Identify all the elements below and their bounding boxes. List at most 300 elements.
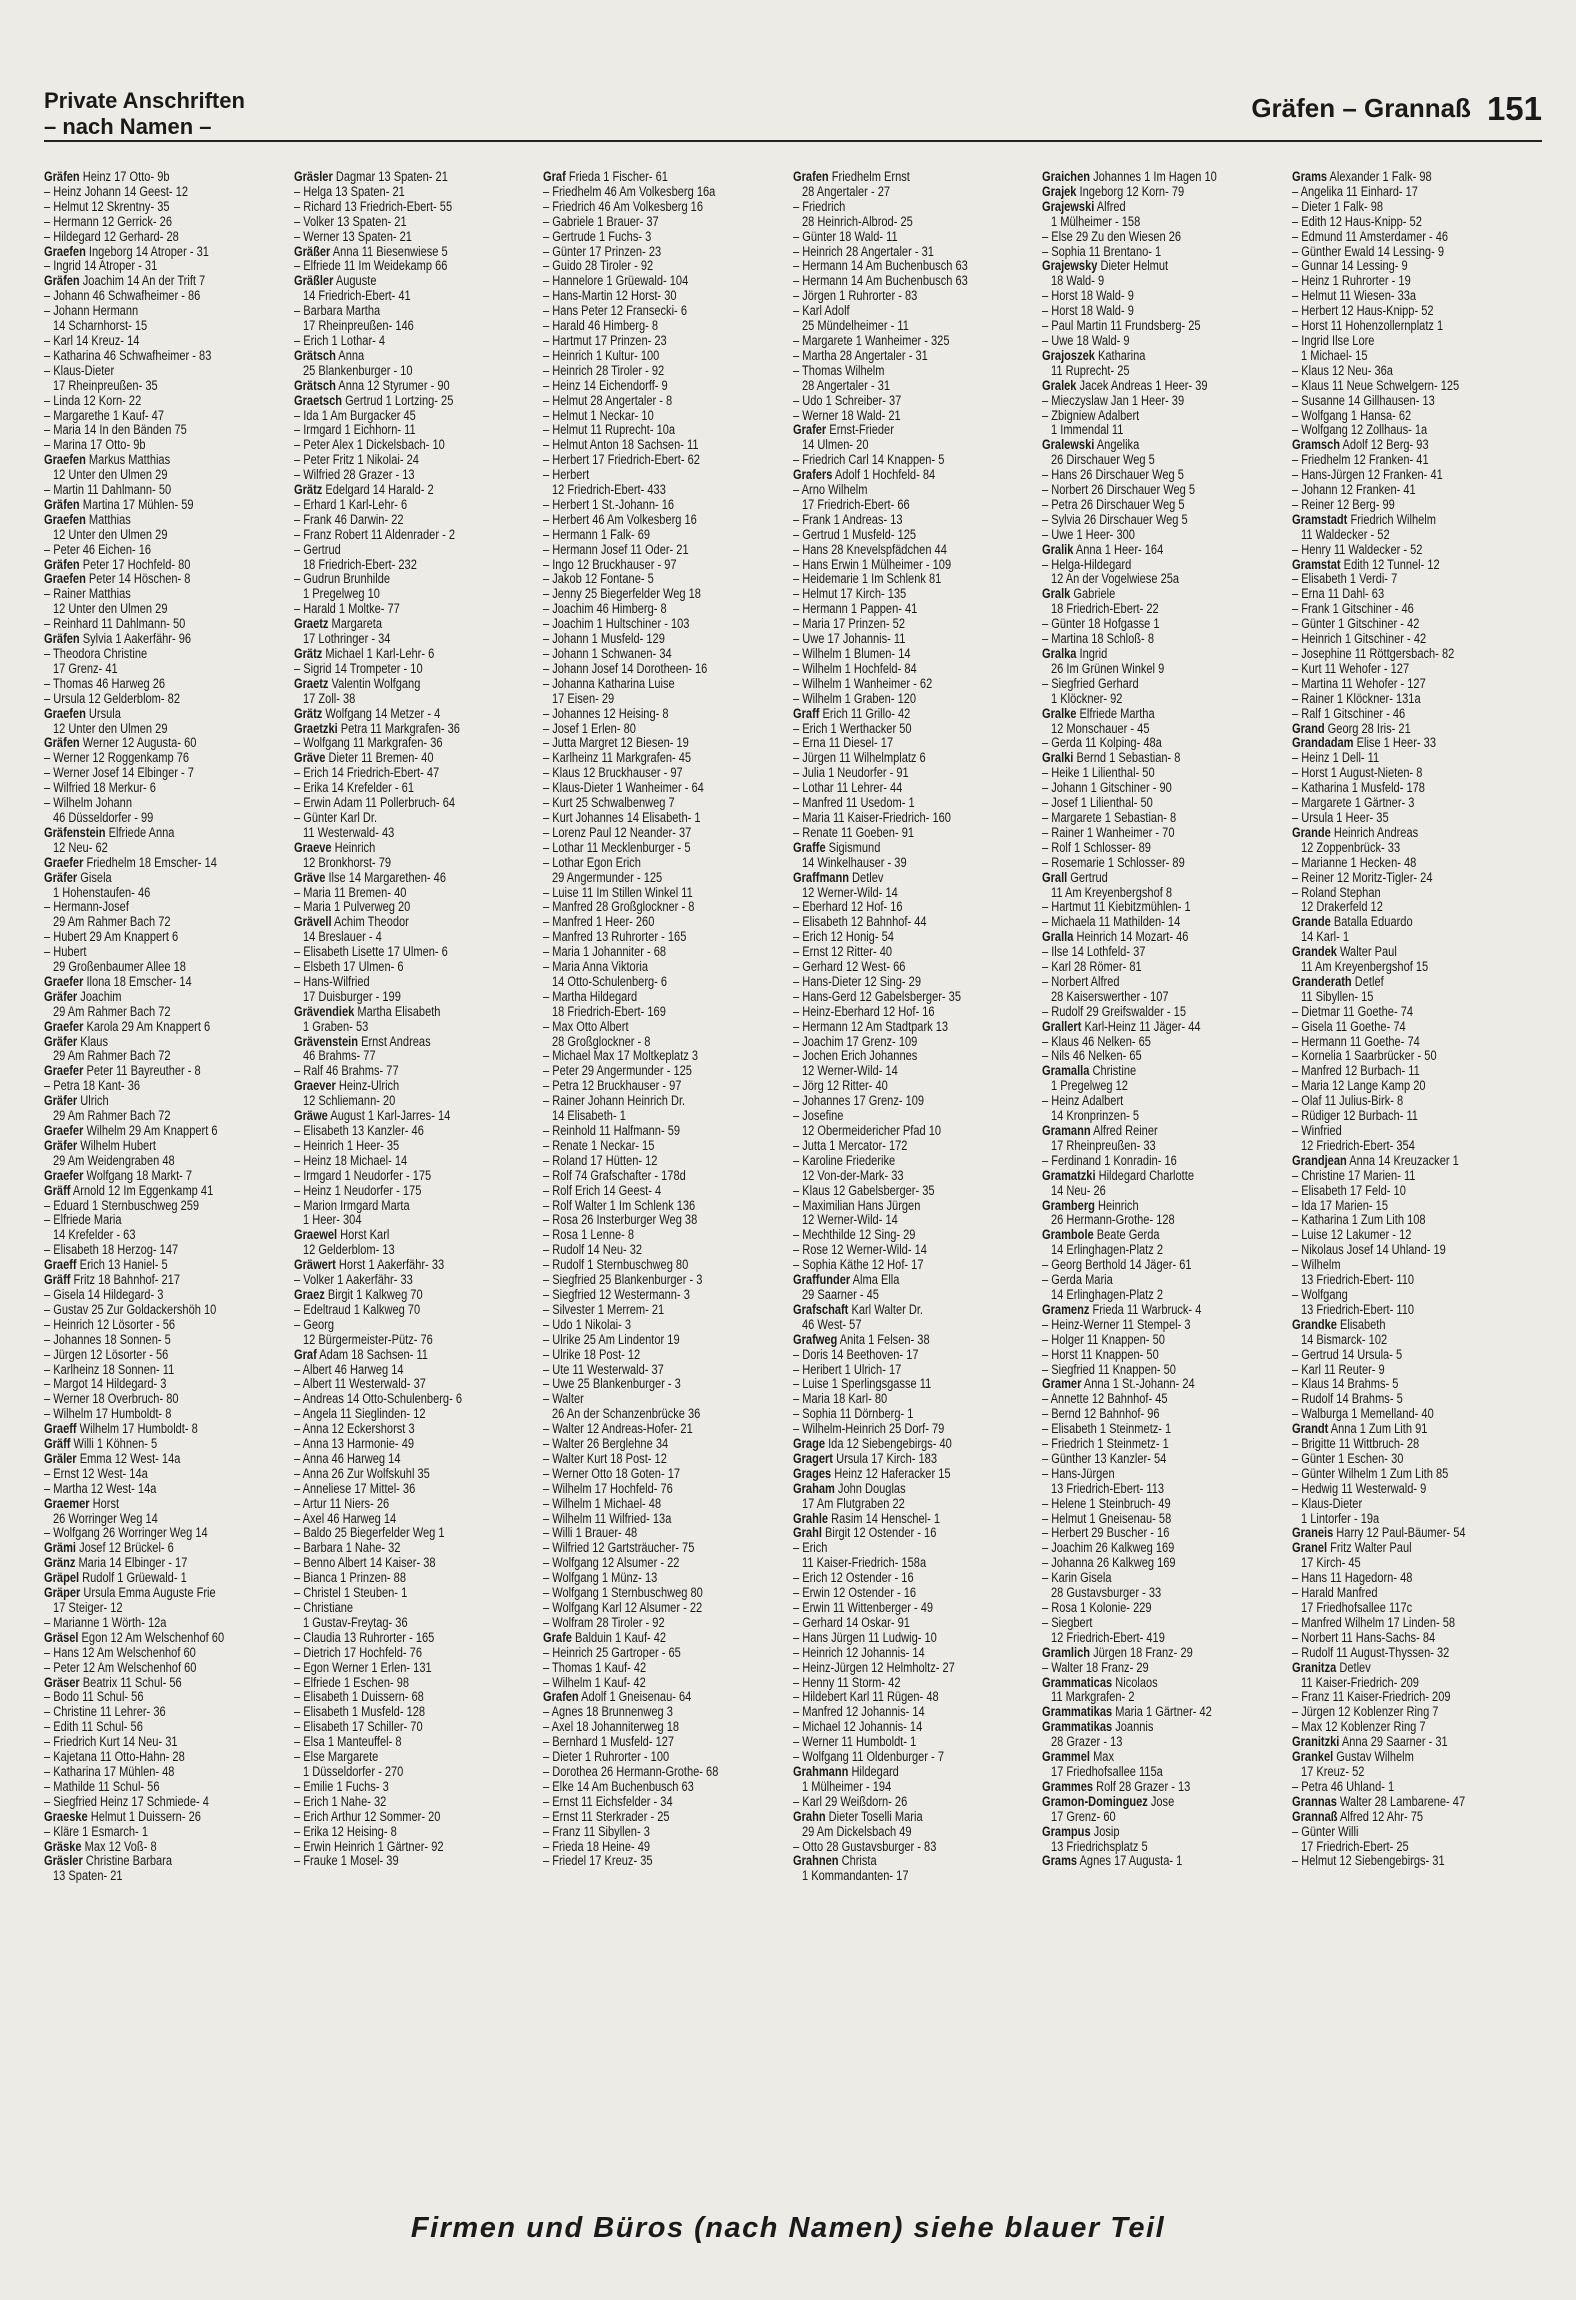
entry-continuation: 17 Lothringer - 34 [302,631,391,647]
entry-line: – Walter Kurt 18 Post- 12 [543,1450,668,1466]
entry-continuation: 11 Waldecker - 52 [1300,526,1390,542]
entry-line: Grams Agnes 17 Augusta- 1 [1042,1853,1183,1869]
entry-line: – Ute 11 Westerwald- 37 [543,1361,664,1377]
entry-line: – Ralf 1 Gitschiner - 46 [1291,705,1406,721]
header-rule [44,140,1542,142]
entry-line: – Renate 1 Neckar- 15 [543,1137,655,1153]
entry-line: – Ingo 12 Bruckhauser - 97 [543,556,677,572]
entry-line: – Günter 18 Hofgasse 1 [1042,616,1160,632]
entry-line: Graham John Douglas [792,1480,906,1496]
entry-line: Graffunder Alma Ella [792,1272,900,1288]
entry-line: – Wilhelm 17 Humboldt- 8 [44,1406,172,1422]
entry-line: – Nils 46 Nelken- 65 [1042,1048,1143,1064]
entry-line: Graichen Johannes 1 Im Hagen 10 [1042,170,1218,184]
entry-line: – Hannelore 1 Grüewald- 104 [543,273,689,289]
entry-line: – Luise 11 Im Stillen Winkel 11 [543,884,693,900]
entry-line: – Heinz 1 Neudorfer - 175 [293,1182,421,1198]
entry-line: – Heinz Adalbert [1042,1093,1124,1109]
entry-line: Gralewski Angelika [1042,437,1140,453]
entry-line: Gräwert Horst 1 Aakerfähr- 33 [293,1257,444,1273]
entry-line: Gräff Fritz 18 Bahnhof- 217 [44,1272,180,1288]
entry-line: – Erwin Heinrich 1 Gärtner- 92 [293,1838,444,1854]
entry-line: – Hartmut 17 Prinzen- 23 [543,332,667,348]
entry-line: – Horst 18 Wald- 9 [1042,288,1135,304]
entry-line: – Rudolf 14 Brahms- 5 [1291,1391,1403,1407]
entry-line: – Hans Erwin 1 Mülheimer - 109 [792,556,951,572]
entry-line: – Elisabeth 13 Kanzler- 46 [293,1123,424,1138]
entry-line: – Wilhelm 17 Hochfeld- 76 [543,1480,674,1496]
entry-line: – Elfriede 11 Im Weidekamp 66 [293,258,448,274]
entry-line: – Rolf 1 Schlosser- 89 [1042,839,1152,855]
entry-continuation: 46 Düsseldorfer - 99 [53,809,154,825]
entry-line: – Maria Anna Viktoria [543,959,649,975]
entry-line: – Michaela 11 Mathilden- 14 [1042,914,1181,930]
entry-line: – Günther 13 Kanzler- 54 [1042,1450,1167,1466]
entry-line: – Werner 18 Overbruch- 80 [44,1391,179,1407]
entry-line: – Maria 1 Johanniter - 68 [543,944,667,960]
entry-line: – Axel 18 Johanniterweg 18 [543,1719,680,1735]
entry-line: – Mechthilde 12 Sing- 29 [792,1227,916,1243]
entry-line: – Hans-Martin 12 Horst- 30 [543,288,677,304]
entry-line: – Wilhelm 1 Blumen- 14 [792,646,911,661]
entry-line: – Werner 13 Spaten- 21 [293,228,412,244]
entry-line: – Heinz Johann 14 Geest- 12 [44,183,189,199]
entry-line: – Baldo 25 Biegerfelder Weg 1 [293,1525,445,1541]
entry-line: Grannaß Alfred 12 Ahr- 75 [1291,1808,1424,1824]
entry-line: – Gerda 11 Kolping- 48a [1042,735,1163,751]
entry-line: – Gertrud 14 Ursula- 5 [1291,1346,1403,1362]
entry-continuation: 29 Großenbaumer Allee 18 [53,959,186,975]
entry-line: – Kajetana 11 Otto-Hahn- 28 [44,1749,185,1765]
entry-continuation: 12 Friedrich-Ebert- 419 [1051,1629,1166,1645]
entry-line: – Heinrich 12 Johannis- 14 [792,1644,925,1660]
entry-line: – Heinz-Werner 11 Stempel- 3 [1042,1316,1191,1332]
entry-line: – Zbigniew Adalbert [1042,407,1140,423]
page-number: 151 [1486,90,1542,127]
entry-line: – Heinrich 12 Lösorter - 56 [44,1316,176,1332]
entry-line: Grafschaft Karl Walter Dr. [792,1301,923,1317]
entry-line: Gräpel Rudolf 1 Grüewald- 1 [44,1570,187,1586]
entry-line: – Ernst 12 West- 14a [44,1465,148,1481]
entry-line: – Dieter 1 Ruhrorter - 100 [543,1749,670,1765]
entry-line: – Thomas 46 Harweg 26 [44,675,166,691]
entry-line: – Hermann 14 Am Buchenbusch 63 [792,273,968,289]
entry-line: – Manfred Wilhelm 17 Linden- 58 [1291,1614,1456,1630]
entry-line: – Günter Willi [1291,1823,1359,1839]
entry-line: – Martina 11 Wehofer - 127 [1291,675,1426,691]
entry-continuation: 26 Im Grünen Winkel 9 [1051,660,1165,676]
entry-line: – Johann 1 Schwanen- 34 [543,646,672,661]
entry-line: – Christine 17 Marien- 11 [1291,1167,1416,1183]
entry-line: – Rolf Erich 14 Geest- 4 [543,1182,662,1198]
entry-line: – Erhard 1 Karl-Lehr- 6 [293,496,407,512]
entry-continuation: 14 Otto-Schulenberg- 6 [552,973,668,989]
entry-line: Gräwe August 1 Karl-Jarres- 14 [293,1108,450,1124]
entry-continuation: 25 Mündelheimer - 11 [801,318,909,334]
entry-line: – Johann 1 Gitschiner - 90 [1042,780,1173,796]
entry-line: – Hans-Wilfried [293,973,370,989]
entry-line: – Mieczyslaw Jan 1 Heer- 39 [1042,392,1185,408]
entry-line: – Johannes 18 Sonnen- 5 [44,1331,171,1347]
entry-line: Grävenstein Ernst Andreas [293,1033,431,1049]
entry-continuation: 11 Am Kreyenbergshof 8 [1051,884,1173,900]
entry-line: – Lothar 11 Lehrer- 44 [792,780,903,796]
entry-continuation: 14 Erlinghagen-Platz 2 [1051,1242,1164,1258]
entry-line: – Lothar Egon Erich [543,854,642,870]
entry-line: Gralka Ingrid [1042,646,1108,661]
entry-line: – Manfred 1 Heer- 260 [543,914,655,930]
entry-line: – Eduard 1 Sternbuschweg 259 [44,1197,200,1213]
entry-line: – Ulrike 25 Am Lindentor 19 [543,1331,680,1347]
entry-line: – Günther Ewald 14 Lessing- 9 [1291,243,1444,259]
entry-line: – Rainer Johann Heinrich Dr. [543,1093,686,1109]
entry-line: – Margot 14 Hildegard- 3 [44,1376,167,1392]
column-1 [44,170,294,2195]
entry-line: Grajoszek Katharina [1042,347,1146,363]
entry-line: – Wilhelm 1 Michael- 48 [543,1495,662,1511]
entry-line: Graefer Friedhelm 18 Emscher- 14 [44,854,217,870]
entry-continuation: 12 An der Vogelwiese 25a [1051,571,1180,587]
entry-continuation: 1 Heer- 304 [302,1212,362,1228]
entry-line: – Klaus 12 Gabelsberger- 35 [792,1182,935,1198]
entry-line: Graefen Peter 14 Höschen- 8 [44,571,191,587]
entry-line: – Erich [792,1540,828,1556]
entry-line: – Martha 28 Angertaler - 31 [792,347,928,363]
entry-line: – Katharina 46 Schwafheimer - 83 [44,347,212,363]
entry-line: – Walter [543,1391,584,1407]
entry-line: – Günter 18 Wald- 11 [792,228,898,244]
entry-line: – Siegfried 25 Blankenburger - 3 [543,1272,703,1288]
entry-line: – Karl 14 Kreuz- 14 [44,332,140,348]
entry-continuation: 17 Rheinpreußen- 33 [1051,1137,1157,1153]
entry-line: – Peter Fritz 1 Nikolai- 24 [293,452,419,468]
entry-line: – Anna 13 Harmonie- 49 [293,1436,414,1452]
entry-continuation: 46 Brahms- 77 [302,1048,376,1064]
entry-line: – Norbert 11 Hans-Sachs- 84 [1291,1629,1436,1645]
entry-line: – Martha 12 West- 14a [44,1480,157,1496]
entry-continuation: 28 Angertaler - 31 [801,377,890,393]
entry-line: Gralke Elfriede Martha [1042,705,1155,721]
entry-line: – Rose 12 Werner-Wild- 14 [792,1242,927,1258]
entry-line: – Wilhelm [1291,1257,1341,1273]
entry-line: – Ferdinand 1 Konradin- 16 [1042,1152,1178,1168]
entry-line: Grahle Rasim 14 Henschel- 1 [792,1510,940,1526]
entry-continuation: 12 Werner-Wild- 14 [801,884,898,900]
entry-line: – Reinhold 11 Halfmann- 59 [543,1123,681,1138]
entry-line: Graetz Valentin Wolfgang [293,675,420,691]
entry-line: – Heinrich 28 Tiroler - 92 [543,362,665,378]
entry-line: Gralek Jacek Andreas 1 Heer- 39 [1042,377,1208,393]
entry-continuation: 28 Angertaler - 27 [801,183,890,199]
entry-line: – Katharina 1 Zum Lith 108 [1291,1212,1426,1228]
entry-line: Gräfer Joachim [44,988,122,1004]
column-5 [1042,170,1292,2195]
entry-line: – Gisela 11 Goethe- 74 [1291,1018,1406,1034]
entry-line: – Ernst 11 Sterkrader - 25 [543,1808,670,1824]
entry-continuation: 14 Ulmen- 20 [801,437,869,453]
entry-line: – Günter Wilhelm 1 Zum Lith 85 [1291,1465,1449,1481]
entry-line: – Elisabeth 1 Duissern- 68 [293,1689,424,1705]
entry-line: – Thomas Wilhelm [792,362,885,378]
entry-line: – Werner 12 Roggenkamp 76 [44,750,190,766]
entry-line: Granitza Detlev [1291,1659,1371,1675]
entry-line: Graemer Horst [44,1495,120,1511]
entry-line: – Horst 18 Wald- 9 [1042,303,1135,319]
entry-line: Gräfer Klaus [44,1033,109,1049]
entry-line: – Gunnar 14 Lessing- 9 [1291,258,1408,274]
entry-line: – Barbara 1 Nahe- 32 [293,1540,401,1556]
entry-line: Graefer Ilona 18 Emscher- 14 [44,973,192,989]
entry-line: – Johannes 12 Heising- 8 [543,705,669,721]
entry-line: – Hermann Josef 11 Oder- 21 [543,541,689,557]
entry-line: Gramatzki Hildegard Charlotte [1042,1167,1195,1183]
entry-line: – Elisabeth 1 Musfeld- 128 [293,1704,425,1720]
entry-line: – Wilhelm 1 Kauf- 42 [543,1674,646,1690]
entry-continuation: 11 Kaiser-Friedrich- 209 [1300,1674,1419,1690]
entry-line: Graetzki Petra 11 Markgrafen- 36 [293,720,460,736]
entry-line: – Margarete 1 Gärtner- 3 [1291,795,1415,811]
entry-line: – Klaus 12 Bruckhauser - 97 [543,765,683,781]
entry-continuation: 1 Lintorfer - 19a [1300,1510,1380,1526]
entry-line: – Wolfram 28 Tiroler - 92 [543,1614,665,1630]
entry-line: – Heribert 1 Ulrich- 17 [792,1361,902,1377]
entry-line: – Ernst 11 Eichsfelder - 34 [543,1793,673,1809]
entry-line: – Karin Gisela [1042,1570,1112,1586]
entry-line: – Walter 18 Franz- 29 [1042,1659,1150,1675]
entry-line: Graeff Erich 13 Haniel- 5 [44,1257,168,1273]
entry-line: – Hans 12 Am Welschenhof 60 [44,1644,196,1660]
entry-line: Gräfen Joachim 14 An der Trift 7 [44,273,206,289]
entry-line: Graffe Sigismund [792,839,881,855]
entry-line: – Katharina 17 Mühlen- 48 [44,1763,175,1779]
entry-line: Gramenz Frieda 11 Warbruck- 4 [1042,1301,1202,1317]
entry-line: Gräfer Ulrich [44,1093,109,1109]
entry-continuation: 12 Von-der-Mark- 33 [801,1167,904,1183]
entry-line: – Manfred 12 Burbach- 11 [1291,1063,1420,1079]
entry-line: – Heike 1 Lilienthal- 50 [1042,765,1155,781]
entry-line: Gralik Anna 1 Heer- 164 [1042,541,1164,557]
entry-line: Graff Erich 11 Grillo- 42 [792,705,911,721]
entry-continuation: 11 Westerwald- 43 [302,824,394,840]
entry-line: – Dietmar 11 Goethe- 74 [1291,1003,1413,1019]
entry-continuation: 12 Zoppenbrück- 33 [1300,839,1401,855]
entry-line: – Rolf Walter 1 Im Schlenk 136 [543,1197,696,1213]
entry-continuation: 29 Am Rahmer Bach 72 [53,914,171,930]
header-left-line2: – nach Namen – [44,114,212,139]
entry-line: – Margarete 1 Wanheimer - 325 [792,332,950,348]
column-4 [793,170,1043,2195]
entry-line: – Günter Karl Dr. [293,809,377,825]
entry-line: Gräff Arnold 12 Im Eggenkamp 41 [44,1182,214,1198]
entry-line: – Elisabeth 12 Bahnhof- 44 [792,914,927,930]
entry-line: – Marion Irmgard Marta [293,1197,410,1213]
entry-continuation: 29 Am Rahmer Bach 72 [53,1048,171,1064]
entry-line: – Wolfgang 12 Alsumer - 22 [543,1555,680,1571]
entry-line: – Jenny 25 Biegerfelder Weg 18 [543,586,702,602]
entry-continuation: 25 Blankenburger - 10 [302,362,413,378]
entry-continuation: 17 Grenz- 60 [1051,1808,1117,1824]
entry-line: Gramberg Heinrich [1042,1197,1139,1213]
entry-line: Gräfen Martina 17 Mühlen- 59 [44,496,194,512]
entry-line: – Jürgen 11 Wilhelmplatz 6 [792,750,926,766]
entry-line: – Henny 11 Storm- 42 [792,1674,901,1690]
entry-line: – Günter 17 Prinzen- 23 [543,243,662,259]
entry-line: – Rosa 26 Insterburger Weg 38 [543,1212,698,1228]
entry-continuation: 13 Friedrichsplatz 5 [1051,1838,1149,1854]
entry-continuation: 12 Bürgermeister-Pütz- 76 [302,1331,433,1347]
entry-continuation: 1 Klöckner- 92 [1051,690,1123,706]
entry-line: – Bodo 11 Schul- 56 [44,1689,144,1705]
entry-line: – Rudolf 1 Sternbuschweg 80 [543,1257,689,1273]
entry-line: – Erika 12 Heising- 8 [293,1823,397,1839]
entry-continuation: 17 Kreuz- 52 [1300,1763,1365,1779]
entry-line: – Heinz 14 Eichendorff- 9 [543,377,668,393]
entry-line: – Hedwig 11 Westerwald- 9 [1291,1480,1427,1496]
entry-line: – Josef 1 Erlen- 80 [543,720,637,736]
entry-line: – Heinz-Eberhard 12 Hof- 16 [792,1003,935,1019]
entry-line: – Hermann 1 Falk- 69 [543,526,651,542]
entry-continuation: 14 Friedrich-Ebert- 41 [302,288,411,304]
entry-line: – Reinhard 11 Dahlmann- 50 [44,616,186,632]
entry-line: Graefer Wilhelm 29 Am Knappert 6 [44,1123,218,1138]
entry-line: – Peter 46 Eichen- 16 [44,541,152,557]
entry-line: – Hans Jürgen 11 Ludwig- 10 [792,1629,937,1645]
entry-line: Grandjean Anna 14 Kreuzacker 1 [1291,1152,1459,1168]
entry-line: – Artur 11 Niers- 26 [293,1495,389,1511]
entry-line: – Jürgen 12 Lösorter - 56 [44,1346,169,1362]
entry-line: Gräfer Gisela [44,869,112,885]
entry-line: – Ursula 12 Gelderblom- 82 [44,690,180,706]
entry-line: – Maximilian Hans Jürgen [792,1197,921,1213]
entry-line: Gräfenstein Elfriede Anna [44,824,175,840]
entry-line: – Siegfried 12 Westermann- 3 [543,1286,691,1302]
entry-line: – Otto 28 Gustavsburger - 83 [792,1838,937,1854]
entry-line: Gränz Maria 14 Elbinger - 17 [44,1555,188,1571]
entry-line: – Frank 46 Darwin- 22 [293,511,404,527]
entry-line: – Julia 1 Neudorfer - 91 [792,765,909,781]
entry-line: – Heinrich 1 Gitschiner - 42 [1291,631,1427,647]
entry-line: Grafen Friedhelm Ernst [792,170,910,184]
entry-line: Graeve Heinrich [293,839,375,855]
entry-line: – Bernhard 1 Musfeld- 127 [543,1734,675,1750]
entry-line: Gräfen Peter 17 Hochfeld- 80 [44,556,191,572]
entry-line: – Rainer 1 Klöckner- 131a [1291,690,1421,706]
entry-line: – Elfriede 1 Eschen- 98 [293,1674,409,1690]
entry-line: Graf Adam 18 Sachsen- 11 [293,1346,428,1362]
entry-line: – Albert 11 Westerwald- 37 [293,1376,426,1392]
entry-line: Grammel Max [1042,1749,1115,1765]
entry-continuation: 17 Eisen- 29 [552,690,615,706]
entry-continuation: 11 Kaiser-Friedrich- 158a [801,1555,926,1571]
entry-line: – Rudolf 29 Greifswalder - 15 [1042,1003,1187,1019]
entry-line: Graffmann Detlev [792,869,884,885]
entry-line: – Friedrich Kurt 14 Neu- 31 [44,1734,178,1750]
entry-continuation: 17 Kirch- 45 [1300,1555,1361,1571]
entry-line: Grams Alexander 1 Falk- 98 [1291,170,1432,184]
entry-continuation: 1 Pregelweg 12 [1051,1078,1129,1094]
entry-line: Grahmann Hildegard [792,1763,899,1779]
entry-line: – Heinz 1 Ruhrorter - 19 [1291,273,1411,289]
entry-line: – Josephine 11 Röttgersbach- 82 [1291,646,1455,661]
entry-line: – Claudia 13 Ruhrorter - 165 [293,1629,434,1645]
entry-line: – Wolfgang 12 Zollhaus- 1a [1291,422,1428,438]
entry-line: – Udo 1 Schreiber- 37 [792,392,902,408]
entry-line: Gräfen Werner 12 Augusta- 60 [44,735,197,751]
entry-line: – Martina 18 Schloß- 8 [1042,631,1155,647]
entry-line: – Erwin Adam 11 Pollerbruch- 64 [293,795,455,811]
entry-line: – Heinz 18 Michael- 14 [293,1152,407,1168]
entry-continuation: 1 Hohenstaufen- 46 [53,884,151,900]
entry-line: – Wilfried 12 Gartsträucher- 75 [543,1540,695,1556]
entry-line: – Erwin 11 Wittenberger - 49 [792,1600,933,1615]
entry-line: – Klaus-Dieter 1 Wanheimer - 64 [543,780,704,796]
entry-continuation: 1 Gustav-Freytag- 36 [302,1614,408,1630]
entry-line: – Wolfgang 1 Sternbuschweg 80 [543,1585,703,1601]
entry-line: – Johann Hermann [44,303,139,319]
entry-line: – Rudolf 14 Neu- 32 [543,1242,643,1258]
entry-line: – Maria 14 In den Bänden 75 [44,422,187,438]
entry-line: Gralki Bernd 1 Sebastian- 8 [1042,750,1181,766]
entry-line: – Manfred 28 Großglockner - 8 [543,899,695,915]
entry-line: – Wolfgang 1 Hansa- 62 [1291,407,1412,423]
entry-line: – Gisela 14 Hildegard- 3 [44,1286,164,1302]
entry-line: – Doris 14 Beethoven- 17 [792,1346,919,1362]
entry-line: Gräff Willi 1 Köhnen- 5 [44,1436,158,1452]
entry-line: Grammatikas Maria 1 Gärtner- 42 [1042,1704,1213,1720]
entry-line: – Brigitte 11 Wittbruch- 28 [1291,1436,1420,1452]
entry-line: – Herbert 29 Buscher - 16 [1042,1525,1170,1541]
entry-line: – Jörgen 1 Ruhrorter - 83 [792,288,918,304]
entry-line: – Wilhelm 11 Wilfried- 13a [543,1510,672,1526]
entry-continuation: 26 Dirschauer Weg 5 [1051,452,1156,468]
entry-line: Gräßler Auguste [293,273,377,289]
entry-line: – Susanne 14 Gillhausen- 13 [1291,392,1435,408]
entry-line: Grahn Dieter Toselli Maria [792,1808,923,1824]
entry-line: – Barbara Martha [293,303,380,319]
entry-line: – Ingrid Ilse Lore [1291,332,1375,348]
entry-line: – Johann 1 Musfeld- 129 [543,631,666,647]
entry-line: – Klaus-Dieter [1291,1495,1363,1511]
entry-line: Grande Batalla Eduardo [1291,914,1413,930]
entry-line: – Gertrud [293,541,341,557]
entry-line: – Edith 12 Haus-Knipp- 52 [1291,213,1422,229]
entry-line: – Hubert [44,944,87,960]
entry-line: Grätz Edelgard 14 Harald- 2 [293,482,434,498]
entry-line: – Heinz 1 Dell- 11 [1291,750,1380,766]
entry-line: Grahl Birgit 12 Ostender - 16 [792,1525,937,1541]
entry-line: – Herbert 1 St.-Johann- 16 [543,496,675,512]
entry-line: – Helga 13 Spaten- 21 [293,183,405,199]
entry-line: – Johanna Katharina Luise [543,675,675,691]
entry-line: – Gabriele 1 Brauer- 37 [543,213,659,229]
entry-line: – Wolfgang 26 Worringer Weg 14 [44,1525,208,1541]
entry-line: Gräsler Christine Barbara [44,1853,173,1869]
entry-line: – Mathilde 11 Schul- 56 [44,1778,160,1794]
entry-line: Grambole Beate Gerda [1042,1227,1160,1243]
entry-line: – Helmut 1 Neckar- 10 [543,407,654,423]
entry-line: – Gustav 25 Zur Goldackershöh 10 [44,1301,217,1317]
entry-continuation: 12 Unter den Ulmen 29 [53,467,168,483]
entry-line: Gräve Ilse 14 Margarethen- 46 [293,869,446,885]
column-3 [543,170,793,2195]
entry-line: – Wolfgang Karl 12 Alsumer - 22 [543,1600,703,1615]
entry-line: Gramer Anna 1 St.-Johann- 24 [1042,1376,1196,1392]
entry-line: – Dieter 1 Falk- 98 [1291,198,1384,214]
entry-line: Grannas Walter 28 Lambarene- 47 [1291,1793,1466,1809]
entry-line: – Michael 12 Johannis- 14 [792,1719,923,1735]
entry-continuation: 26 Worringer Weg 14 [53,1510,158,1526]
entry-line: Grävendiek Martha Elisabeth [293,1003,441,1019]
